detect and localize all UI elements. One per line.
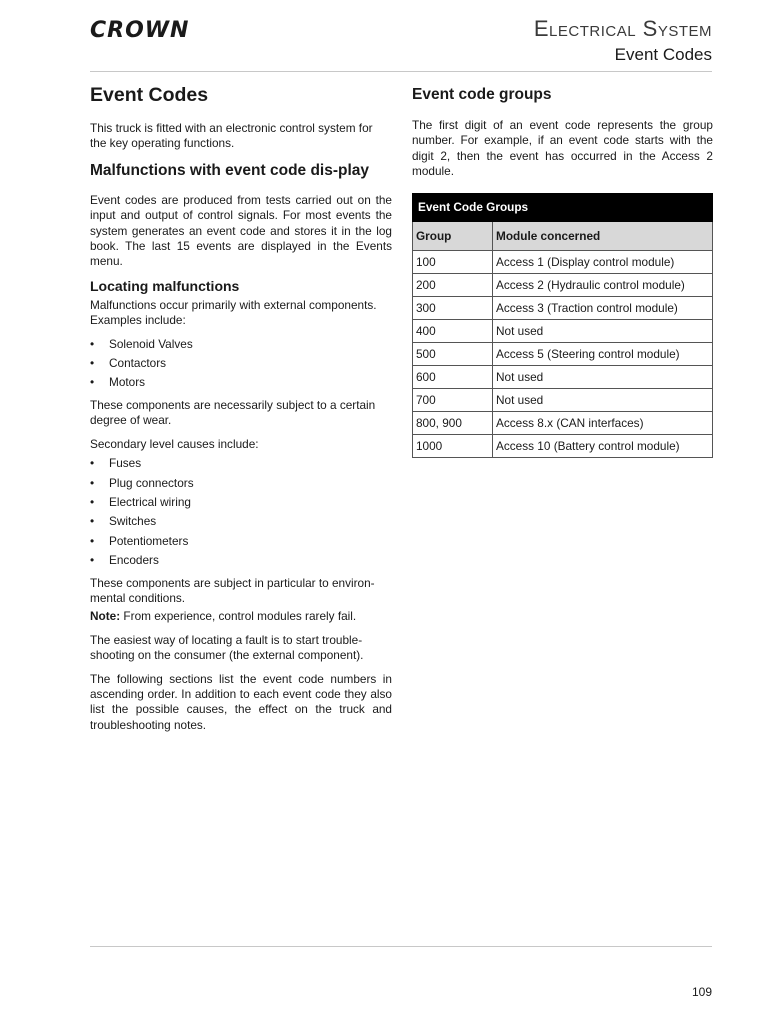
table-row (413, 273, 713, 296)
group-cell: 300 (413, 296, 493, 319)
groups-paragraph: The first digit of an event code represents the group number. For example, if an event code starts with the digit 2, then the event has occurred in the Access 2 module. (412, 118, 713, 179)
group-cell: 200 (413, 273, 493, 296)
module-cell: Access 2 (Hydraulic control module) (493, 273, 713, 296)
troubleshooting-paragraph: The easiest way of locating a fault is to start trouble-shooting on the consumer (the external component). (90, 632, 364, 663)
event-code-groups-table (412, 193, 713, 458)
list-item: • Contactors (90, 356, 392, 371)
event-codes-paragraph: Event codes are produced from tests carried out on the input and output of control signals. For most events the system generates an event code and stores it in the log book. The last 15 events are displayed in the Events menu. (90, 192, 392, 269)
module-cell: Access 10 (Battery control module) (493, 434, 713, 457)
table-row (413, 365, 713, 388)
module-cell: Not used (493, 388, 713, 411)
intro-paragraph: This truck is fitted with an electronic control system for the key operating functions. (90, 121, 373, 151)
section-title: Electrical System (533, 16, 712, 41)
list-item: • Solenoid Valves (90, 337, 392, 352)
page-title: Event Codes (90, 84, 209, 106)
table-row (413, 319, 713, 342)
list-item: • Motors (90, 375, 392, 390)
table-caption: Event Code Groups (413, 193, 713, 221)
module-cell: Access 1 (Display control module) (493, 250, 713, 273)
event-code-groups-heading: Event code groups (412, 86, 552, 103)
right-column (412, 84, 713, 458)
environment-paragraph: These components are subject in particular to environ-mental conditions. (90, 575, 375, 605)
primary-causes-list (90, 337, 392, 391)
module-cell: Access 3 (Traction control module) (493, 296, 713, 319)
malfunctions-heading: Malfunctions with event code dis-play (90, 161, 370, 179)
table-row (413, 434, 713, 457)
footer-divider (90, 946, 712, 947)
group-cell: 500 (413, 342, 493, 365)
table-row (413, 388, 713, 411)
column-header-group: Group (413, 221, 493, 250)
module-cell: Access 8.x (CAN interfaces) (493, 411, 713, 434)
group-cell: 100 (413, 250, 493, 273)
list-item: • Electrical wiring (90, 495, 392, 510)
note-paragraph (90, 609, 392, 624)
group-cell: 800, 900 (413, 411, 493, 434)
module-cell: Access 5 (Steering control module) (493, 342, 713, 365)
table-row (413, 411, 713, 434)
note-text: From experience, control modules rarely fail. (120, 609, 357, 624)
malfunctions-paragraph: Malfunctions occur primarily with external components. Examples include: (90, 297, 377, 328)
locating-heading: Locating malfunctions (90, 277, 240, 294)
wear-paragraph: These components are necessarily subject to a certain degree of wear. (90, 397, 376, 428)
note-label: Note: (90, 609, 121, 624)
brand-logo: CROWN (90, 18, 190, 43)
section-subtitle: Event Codes (614, 45, 712, 64)
list-item: • Encoders (90, 553, 392, 568)
list-item: • Fuses (90, 456, 392, 471)
group-cell: 700 (413, 388, 493, 411)
header-divider (90, 71, 712, 72)
page-number: 109 (691, 985, 712, 999)
group-cell: 400 (413, 319, 493, 342)
table-row (413, 342, 713, 365)
module-cell: Not used (493, 319, 713, 342)
list-item: • Switches (90, 514, 392, 529)
group-cell: 600 (413, 365, 493, 388)
secondary-paragraph: Secondary level causes include: (90, 436, 259, 451)
secondary-causes-list (90, 456, 392, 568)
module-cell: Not used (493, 365, 713, 388)
group-cell: 1000 (413, 434, 493, 457)
list-item: • Potentiometers (90, 534, 392, 549)
list-item: • Plug connectors (90, 476, 392, 491)
table-row (413, 296, 713, 319)
table-row (413, 250, 713, 273)
sections-paragraph: The following sections list the event code numbers in ascending order. In addition to each event code they also list the possible causes, the effect on the truck and troubleshooting notes. (90, 671, 392, 732)
left-column (90, 84, 392, 741)
column-header-module: Module concerned (493, 221, 713, 250)
